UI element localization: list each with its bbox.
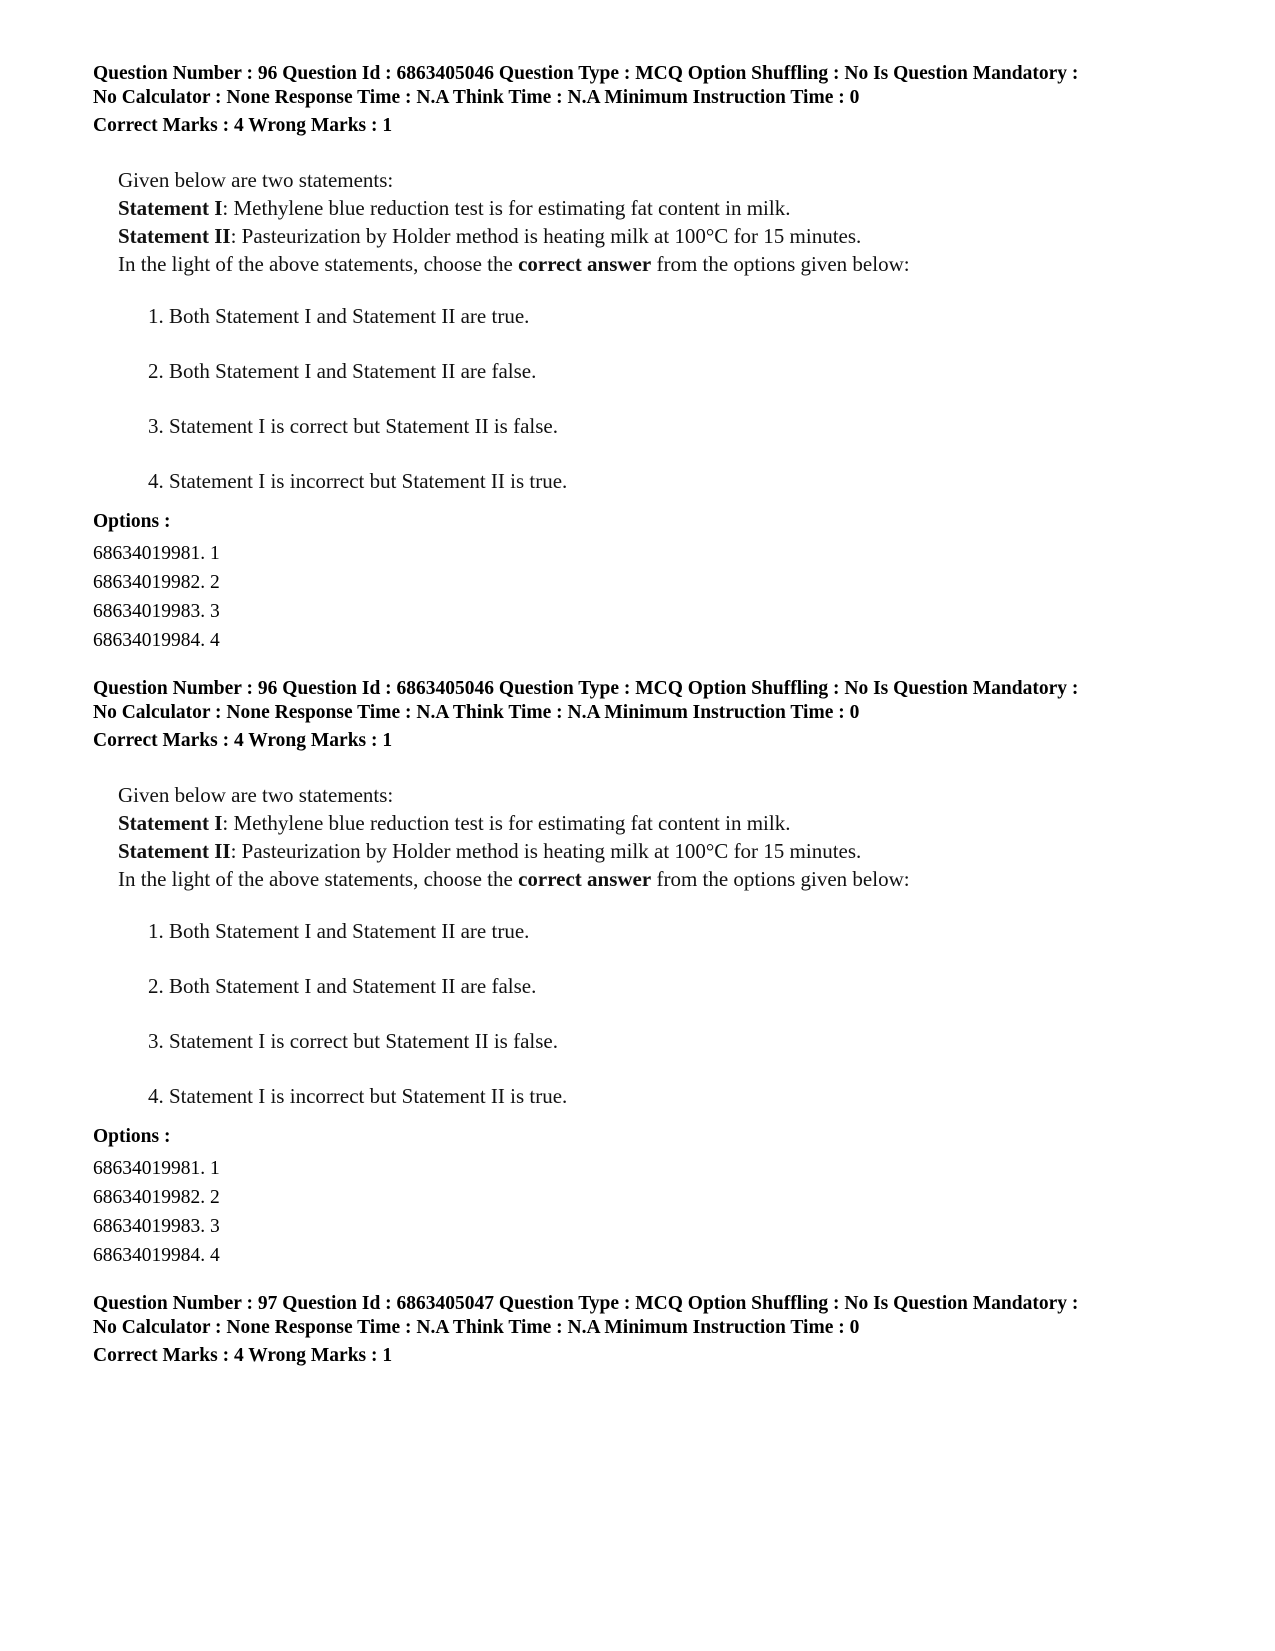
question-meta-line-1: Question Number : 96 Question Id : 6863405046 Question Type : MCQ Option Shuffling : No Is Question Mandatory : bbox=[93, 678, 1079, 699]
choice-item: 3. Statement I is correct but Statement II is false. bbox=[148, 414, 558, 438]
option-id-item: 68634019983. 3 bbox=[93, 601, 220, 622]
option-id-list bbox=[93, 1154, 1213, 1270]
instruction-pre: In the light of the above statements, choose the bbox=[118, 252, 519, 276]
choice-item: 4. Statement I is incorrect but Statement II is true. bbox=[148, 1084, 568, 1108]
marks-line: Correct Marks : 4 Wrong Marks : 1 bbox=[93, 115, 393, 136]
question-meta bbox=[93, 1292, 1213, 1340]
marks-line: Correct Marks : 4 Wrong Marks : 1 bbox=[93, 1345, 393, 1366]
question-intro: Given below are two statements: bbox=[118, 168, 394, 192]
question-instruction bbox=[118, 865, 1213, 893]
option-id-item: 68634019984. 4 bbox=[93, 630, 220, 651]
question-meta-line-2: No Calculator : None Response Time : N.A Think Time : N.A Minimum Instruction Time : 0 bbox=[93, 1317, 860, 1338]
statement-1-label: Statement I bbox=[118, 196, 223, 220]
statement-1-text: : Methylene blue reduction test is for estimating fat content in milk. bbox=[222, 811, 791, 835]
question-meta-line-1: Question Number : 97 Question Id : 6863405047 Question Type : MCQ Option Shuffling : No Is Question Mandatory : bbox=[93, 1293, 1079, 1314]
choice-item: 2. Both Statement I and Statement II are false. bbox=[148, 974, 537, 998]
option-id-list bbox=[93, 539, 1213, 655]
question-meta bbox=[93, 62, 1213, 110]
statement-2-label: Statement II bbox=[118, 839, 231, 863]
options-label: Options : bbox=[93, 1126, 171, 1147]
statement-2-text: : Pasteurization by Holder method is heating milk at 100°C for 15 minutes. bbox=[230, 839, 862, 863]
statement-1 bbox=[118, 809, 1213, 837]
choice-item: 1. Both Statement I and Statement II are true. bbox=[148, 919, 530, 943]
option-id-item: 68634019984. 4 bbox=[93, 1245, 220, 1266]
options-label: Options : bbox=[93, 511, 171, 532]
choice-item: 3. Statement I is correct but Statement II is false. bbox=[148, 1029, 558, 1053]
question-meta-line-2: No Calculator : None Response Time : N.A Think Time : N.A Minimum Instruction Time : 0 bbox=[93, 87, 860, 108]
question-meta-line-2: No Calculator : None Response Time : N.A Think Time : N.A Minimum Instruction Time : 0 bbox=[93, 702, 860, 723]
statement-1 bbox=[118, 194, 1213, 222]
option-id-item: 68634019981. 1 bbox=[93, 1158, 220, 1179]
question-instruction bbox=[118, 250, 1213, 278]
instruction-bold: correct answer bbox=[518, 252, 652, 276]
question-body bbox=[118, 166, 1213, 495]
option-id-item: 68634019982. 2 bbox=[93, 572, 220, 593]
statement-2 bbox=[118, 837, 1213, 865]
marks-line: Correct Marks : 4 Wrong Marks : 1 bbox=[93, 730, 393, 751]
statement-2-text: : Pasteurization by Holder method is heating milk at 100°C for 15 minutes. bbox=[230, 224, 862, 248]
question-body bbox=[118, 781, 1213, 1110]
question-block-2 bbox=[93, 677, 1213, 1270]
instruction-pre: In the light of the above statements, choose the bbox=[118, 867, 519, 891]
option-id-item: 68634019981. 1 bbox=[93, 543, 220, 564]
question-meta bbox=[93, 677, 1213, 725]
choice-item: 2. Both Statement I and Statement II are false. bbox=[148, 359, 537, 383]
instruction-bold: correct answer bbox=[518, 867, 652, 891]
choice-item: 4. Statement I is incorrect but Statement II is true. bbox=[148, 469, 568, 493]
statement-1-text: : Methylene blue reduction test is for estimating fat content in milk. bbox=[222, 196, 791, 220]
option-id-item: 68634019982. 2 bbox=[93, 1187, 220, 1208]
option-id-item: 68634019983. 3 bbox=[93, 1216, 220, 1237]
choice-list bbox=[148, 917, 1213, 1110]
instruction-post: from the options given below: bbox=[651, 867, 910, 891]
question-intro: Given below are two statements: bbox=[118, 783, 394, 807]
choice-list bbox=[148, 302, 1213, 495]
statement-2-label: Statement II bbox=[118, 224, 231, 248]
question-block-1 bbox=[93, 62, 1213, 655]
choice-item: 1. Both Statement I and Statement II are true. bbox=[148, 304, 530, 328]
question-meta-line-1: Question Number : 96 Question Id : 6863405046 Question Type : MCQ Option Shuffling : No Is Question Mandatory : bbox=[93, 63, 1079, 84]
question-block-3 bbox=[93, 1292, 1213, 1368]
statement-2 bbox=[118, 222, 1213, 250]
instruction-post: from the options given below: bbox=[651, 252, 910, 276]
statement-1-label: Statement I bbox=[118, 811, 223, 835]
